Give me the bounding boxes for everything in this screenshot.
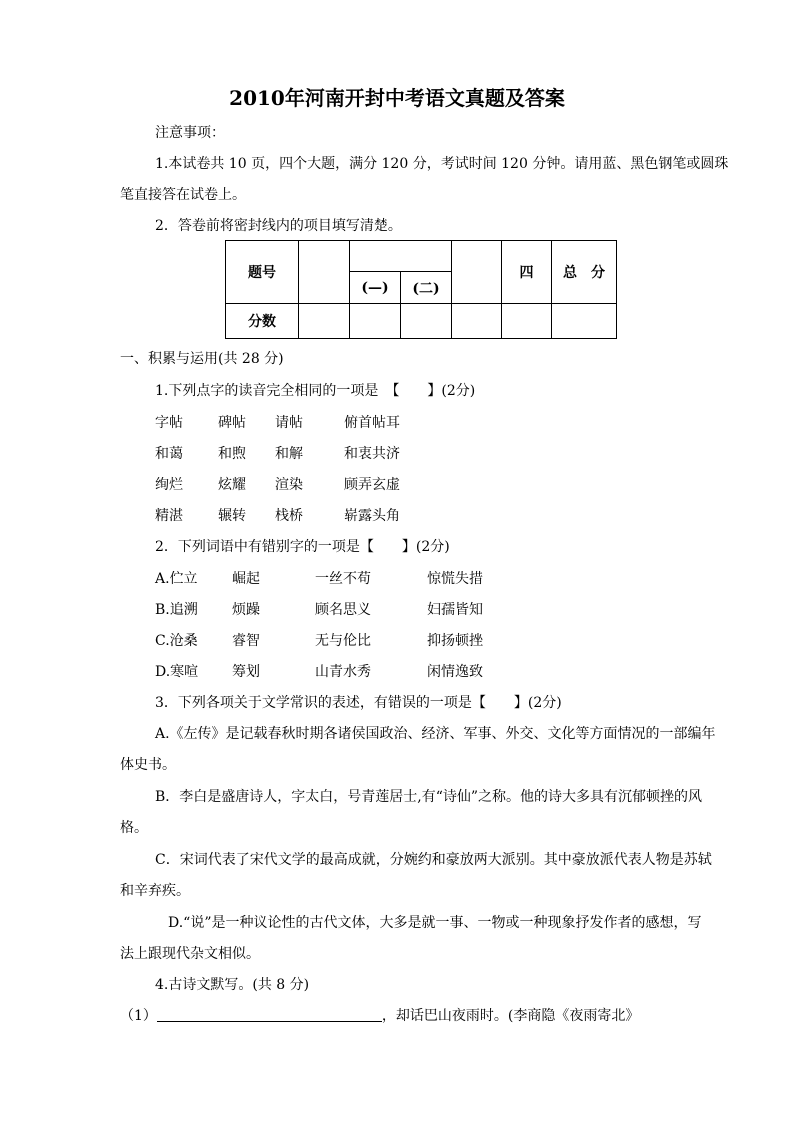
q2-word: 无与伦比: [315, 633, 371, 649]
q2-word: 筹划: [232, 664, 260, 680]
q2-word: 抑扬顿挫: [427, 633, 483, 649]
q2-option: B.追溯: [155, 602, 198, 618]
page-title: 2010年河南开封中考语文真题及答案: [229, 86, 565, 110]
q3-option-a: A.《左传》是记载春秋时期各诸侯国政治、经济、军事、外交、文化等方面情况的一部编年: [155, 726, 716, 742]
q2-option: D.寒喧: [155, 664, 199, 680]
question-3-stem: 3．下列各项关于文学常识的表述，有错误的一项是【 】(2分): [155, 695, 562, 711]
q1-word: 字帖: [155, 415, 183, 431]
notes-heading: 注意事项：: [155, 125, 225, 141]
q1-word: 顾弄玄虚: [344, 477, 400, 493]
q3-option-b-cont: 格。: [120, 820, 148, 836]
q2-word: 崛起: [232, 571, 260, 587]
q1-word: 和解: [275, 446, 303, 462]
score-sub-1: (—): [350, 272, 401, 304]
score-cell[interactable]: [350, 304, 401, 339]
q4-line-1: [120, 1005, 639, 1025]
notes-item-2: 2．答卷前将密封线内的项目填写清楚。: [155, 218, 402, 234]
notes-item-1: 1.本试卷共 10 页，四个大题，满分 120 分，考试时间 120 分钟。请用蓝、黑色钢笔或圆珠: [155, 156, 729, 172]
q1-word: 请帖: [275, 415, 303, 431]
score-col-2-header: [350, 241, 452, 272]
q1-word: 辗转: [218, 508, 246, 524]
q1-word: 和衷共济: [344, 446, 400, 462]
question-2-stem: 2．下列词语中有错别字的一项是【 】(2分): [155, 539, 450, 555]
q2-option: C.沧桑: [155, 633, 198, 649]
q2-option: A.伫立: [155, 571, 198, 587]
q2-word: 睿智: [232, 633, 260, 649]
score-sub-2: (二): [401, 272, 452, 304]
score-col-total: 总 分: [552, 241, 617, 304]
q1-word: 和蔼: [155, 446, 183, 462]
score-label: 分数: [226, 304, 299, 339]
score-table: [225, 240, 617, 339]
q2-word: 一丝不苟: [315, 571, 371, 587]
q1-word: 炫耀: [218, 477, 246, 493]
q4-line-1-text: ，却话巴山夜雨时。(李商隐《夜雨寄北》: [381, 1008, 640, 1024]
question-1-stem: 1.下列点字的读音完全相同的一项是 【 】(2分): [155, 383, 476, 399]
q3-option-d: D.“说”是一种议论性的古代文体，大多是就一事、一物或一种现象抒发作者的感想，写: [168, 915, 702, 931]
q1-word: 栈桥: [275, 508, 303, 524]
q2-word: 顾名思义: [315, 602, 371, 618]
q1-word: 绚烂: [155, 477, 183, 493]
score-cell[interactable]: [452, 304, 502, 339]
q1-word: 精湛: [155, 508, 183, 524]
q1-word: 渲染: [275, 477, 303, 493]
notes-item-1-cont: 笔直接答在试卷上。: [120, 187, 246, 203]
score-col-3: [452, 241, 502, 304]
q2-word: 山青水秀: [315, 664, 371, 680]
q3-option-c: C．宋词代表了宋代文学的最高成就，分婉约和豪放两大派别。其中豪放派代表人物是苏轼: [155, 852, 712, 868]
question-number-label: 题号: [226, 241, 299, 304]
q1-word: 崭露头角: [344, 508, 400, 524]
score-col-1: [299, 241, 350, 304]
score-cell[interactable]: [401, 304, 452, 339]
q3-option-c-cont: 和辛弃疾。: [120, 883, 190, 899]
q2-word: 烦躁: [232, 602, 260, 618]
q1-word: 和煦: [218, 446, 246, 462]
score-col-four: 四: [502, 241, 552, 304]
q3-option-b: B．李白是盛唐诗人，字太白，号青莲居士,有“诗仙”之称。他的诗大多具有沉郁顿挫的风: [155, 789, 703, 805]
question-4-stem: 4.古诗文默写。(共 8 分): [155, 977, 310, 993]
answer-blank[interactable]: [157, 1007, 382, 1022]
score-cell[interactable]: [299, 304, 350, 339]
q2-word: 闲情逸致: [427, 664, 483, 680]
q3-option-d-cont: 法上跟现代杂文相似。: [120, 946, 260, 962]
q4-line-1-number: （1）: [120, 1008, 157, 1024]
section-1-heading: 一、积累与运用(共 28 分): [120, 351, 284, 367]
q1-word: 碑帖: [218, 415, 246, 431]
q2-word: 惊慌失措: [427, 571, 483, 587]
score-cell[interactable]: [502, 304, 552, 339]
q2-word: 妇孺皆知: [427, 602, 483, 618]
q1-word: 俯首帖耳: [344, 415, 400, 431]
q3-option-a-cont: 体史书。: [120, 757, 176, 773]
score-cell[interactable]: [552, 304, 617, 339]
